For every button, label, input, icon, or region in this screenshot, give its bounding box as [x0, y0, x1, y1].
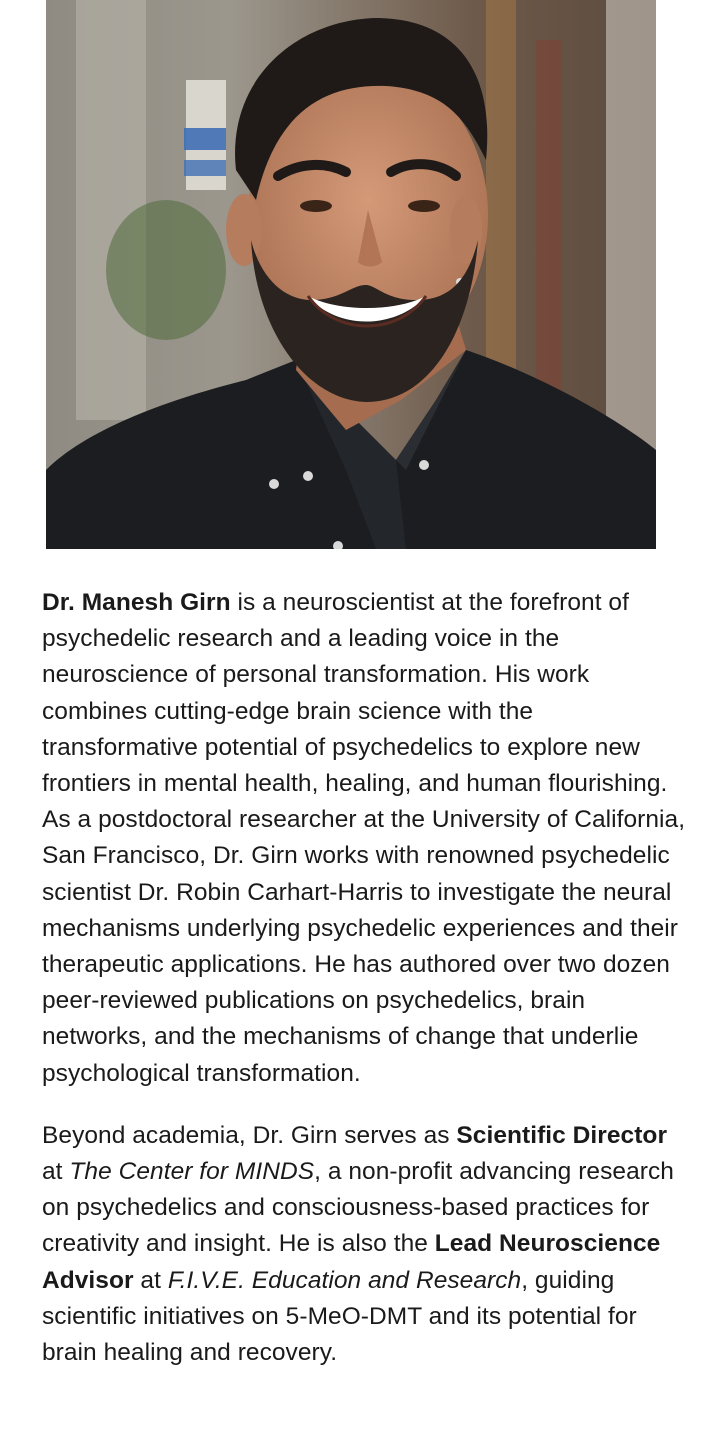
bio-p2-text-1: Beyond academia, Dr. Girn serves as — [42, 1121, 457, 1149]
bio-p2-text-3: , a non-profit advancing research on psychedelics and consciousness-based practices for creativity and insight. He is also the — [42, 1158, 674, 1258]
bio-p2-text-2: at — [42, 1158, 70, 1186]
bio-p2-text-4: at — [133, 1266, 168, 1294]
profile-photo — [46, 0, 656, 549]
bio-paragraph-1 — [42, 585, 692, 1092]
org-five-education-research: F.I.V.E. Education and Research — [167, 1266, 522, 1294]
role-scientific-director: Scientific Director — [456, 1121, 668, 1149]
bio-p2-text-5: , guiding scientific initiatives on 5-MeO-DMT and its potential for brain healing and recovery. — [42, 1266, 637, 1367]
person-name: Dr. Manesh Girn — [42, 589, 231, 616]
org-center-for-minds: The Center for MINDS — [69, 1158, 315, 1186]
bio-section — [42, 585, 692, 1397]
bio-paragraph-1-text: is a neuroscientist at the forefront of psychedelic research and a leading voice in the neuroscience of personal transformation. His work combines cutting-edge brain science with the transformative potential of psychedelics to explore new frontiers in mental health, healing, and human flourishing. As a postdoctoral researcher at the University of California, San Francisco, Dr. Girn works with renowned psychedelic scientist Dr. Robin Carhart-Harris to investigate the neural mechanisms underlying psychedelic experiences and their therapeutic applications. He has authored over two dozen peer-reviewed publications on psychedelics, brain networks, and the mechanisms of change that underlie psychological transformation. — [42, 589, 686, 1087]
bio-paragraph-2 — [42, 1118, 692, 1371]
role-lead-neuroscience-advisor: Lead Neuroscience Advisor — [42, 1230, 661, 1294]
portrait-image — [46, 0, 656, 549]
